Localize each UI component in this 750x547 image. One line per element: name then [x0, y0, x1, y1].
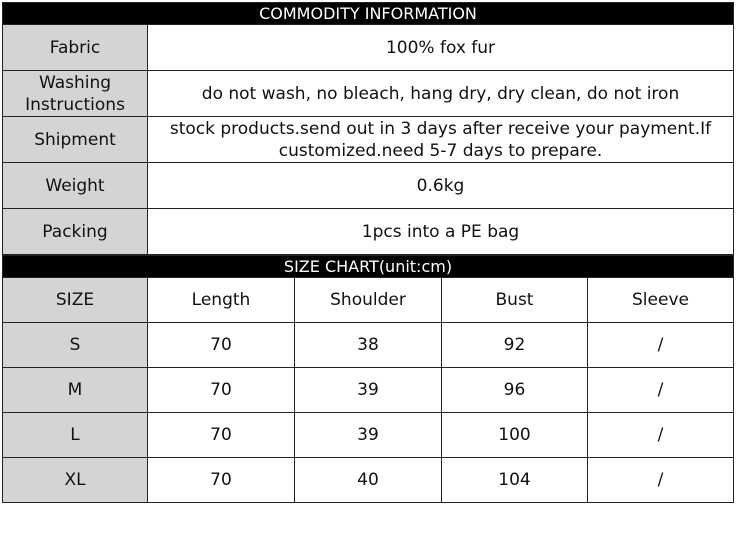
- length-cell: 70: [148, 368, 295, 413]
- fabric-label: Fabric: [3, 25, 148, 71]
- table-row: [3, 458, 734, 503]
- sleeve-cell: /: [588, 413, 734, 458]
- commodity-table: [2, 2, 734, 255]
- packing-value: 1pcs into a PE bag: [148, 209, 734, 255]
- sleeve-cell: /: [588, 368, 734, 413]
- size-cell: L: [3, 413, 148, 458]
- length-cell: 70: [148, 323, 295, 368]
- table-row: [3, 163, 734, 209]
- shoulder-cell: 39: [295, 413, 442, 458]
- packing-label: Packing: [3, 209, 148, 255]
- commodity-title: COMMODITY INFORMATION: [3, 3, 734, 25]
- column-header-bust: Bust: [442, 278, 588, 323]
- table-row: [3, 209, 734, 255]
- column-header-size: SIZE: [3, 278, 148, 323]
- table-row: [3, 323, 734, 368]
- size-chart-table: [2, 255, 734, 503]
- size-column-headers: [3, 278, 734, 323]
- bust-cell: 96: [442, 368, 588, 413]
- shoulder-cell: 40: [295, 458, 442, 503]
- table-row: [3, 71, 734, 117]
- sleeve-cell: /: [588, 458, 734, 503]
- washing-label: Washing Instructions: [3, 71, 148, 117]
- column-header-sleeve: Sleeve: [588, 278, 734, 323]
- weight-value: 0.6kg: [148, 163, 734, 209]
- length-cell: 70: [148, 458, 295, 503]
- size-cell: S: [3, 323, 148, 368]
- weight-label: Weight: [3, 163, 148, 209]
- table-row: [3, 413, 734, 458]
- washing-value: do not wash, no bleach, hang dry, dry clean, do not iron: [148, 71, 734, 117]
- shipment-value: stock products.send out in 3 days after receive your payment.If customized.need 5-7 days to prepare.: [148, 117, 734, 163]
- table-row: [3, 25, 734, 71]
- sleeve-cell: /: [588, 323, 734, 368]
- commodity-header-row: [3, 3, 734, 25]
- column-header-shoulder: Shoulder: [295, 278, 442, 323]
- size-cell: XL: [3, 458, 148, 503]
- shoulder-cell: 39: [295, 368, 442, 413]
- size-chart-header-row: [3, 256, 734, 278]
- bust-cell: 100: [442, 413, 588, 458]
- product-info-sheet: [2, 2, 734, 503]
- shipment-label: Shipment: [3, 117, 148, 163]
- length-cell: 70: [148, 413, 295, 458]
- size-cell: M: [3, 368, 148, 413]
- bust-cell: 92: [442, 323, 588, 368]
- bust-cell: 104: [442, 458, 588, 503]
- shoulder-cell: 38: [295, 323, 442, 368]
- column-header-length: Length: [148, 278, 295, 323]
- fabric-value: 100% fox fur: [148, 25, 734, 71]
- table-row: [3, 117, 734, 163]
- table-row: [3, 368, 734, 413]
- size-chart-title: SIZE CHART(unit:cm): [3, 256, 734, 278]
